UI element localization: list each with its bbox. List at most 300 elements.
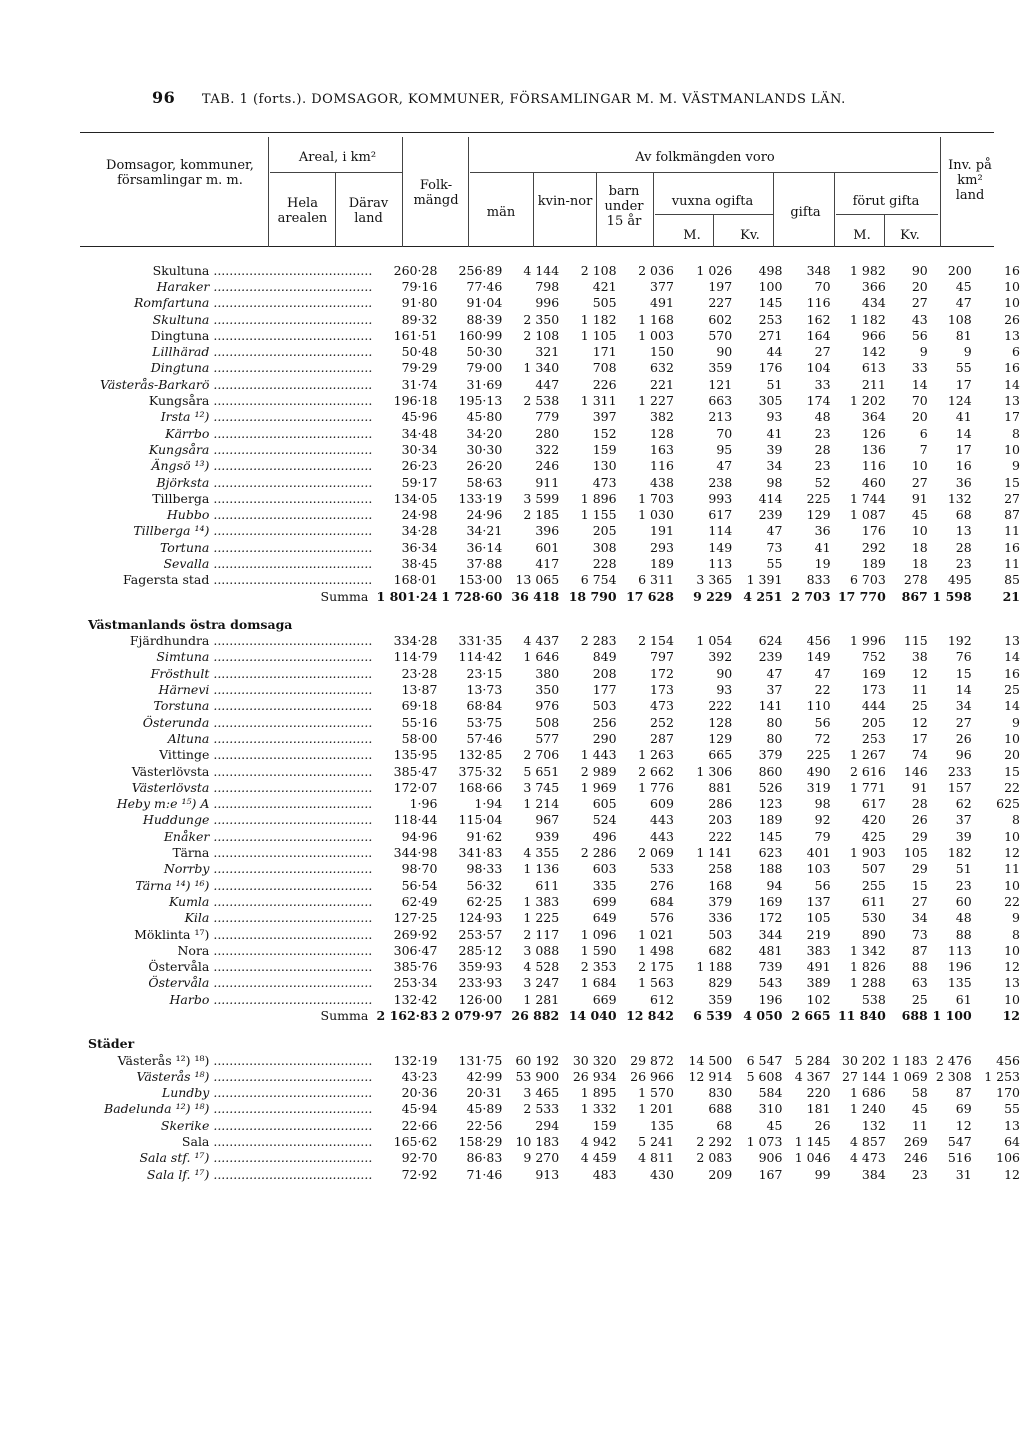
table-cell: 58·00 [401, 730, 438, 746]
table-cell: 103 [806, 861, 831, 877]
table-cell: 14 040 [568, 1008, 617, 1023]
col-head-folk: Folk-mängd [413, 178, 459, 208]
table-cell: 366 [861, 278, 886, 294]
row-label: Simtuna ........................................ [156, 649, 373, 665]
table-cell: 379 [758, 747, 783, 763]
table-cell: 447 [535, 376, 560, 392]
table-cell: 149 [806, 649, 831, 665]
table-cell: 8 [1012, 812, 1020, 828]
table-cell: 397 [592, 409, 617, 425]
table-cell: 2 353 [580, 959, 617, 975]
table-cell: 1 498 [638, 942, 674, 958]
table-cell: 90 [716, 665, 733, 681]
table-cell: 385·76 [393, 959, 438, 975]
table-cell: 56·32 [466, 877, 503, 893]
table-cell: 95 [716, 441, 733, 457]
table-cell: 27 [911, 474, 928, 490]
table-cell: 30·34 [401, 441, 438, 457]
table-cell: 12 [1004, 1166, 1020, 1182]
table-cell: 128 [650, 425, 674, 441]
table-cell: 538 [861, 991, 886, 1007]
table-cell: 213 [708, 409, 733, 425]
table-cell: 133·19 [458, 490, 503, 506]
table-cell: 221 [650, 376, 674, 392]
table-cell: 15 [1004, 474, 1020, 490]
table-cell: 1 227 [638, 393, 674, 409]
table-cell: 292 [861, 539, 886, 555]
row-label: Tillberga ¹⁴) ........................................ [133, 523, 373, 539]
table-cell: 286 [708, 796, 733, 812]
table-cell: 456 [806, 633, 831, 649]
table-cell: 401 [806, 845, 831, 861]
table-cell: 498 [758, 262, 783, 278]
row-label: Vittinge ........................................ [159, 747, 373, 763]
table-cell: 1 182 [580, 311, 617, 327]
table-cell: 2 154 [638, 633, 674, 649]
row-label: Kila ........................................ [184, 910, 373, 926]
table-cell: 336 [708, 910, 733, 926]
table-cell: 10 [1004, 991, 1020, 1007]
table-cell: 47 [716, 458, 733, 474]
table-cell: 197 [708, 278, 733, 294]
table-cell: 2 108 [580, 262, 617, 278]
table-cell: 12 [911, 714, 928, 730]
table-cell: 158·29 [458, 1134, 503, 1150]
row-label: Sala ........................................ [181, 1134, 373, 1150]
table-cell: 252 [650, 714, 674, 730]
table-cell: 602 [708, 311, 733, 327]
table-cell: 56 [911, 327, 928, 343]
table-cell: 52 [814, 474, 831, 490]
table-cell: 1 306 [696, 763, 733, 779]
table-cell: 2 350 [523, 311, 560, 327]
table-cell: 505 [592, 295, 617, 311]
table-cell: 570 [708, 327, 733, 343]
table-cell: 189 [758, 812, 783, 828]
table-cell: 383 [806, 942, 831, 958]
table-cell: 5 651 [523, 763, 560, 779]
table-cell: 483 [592, 1166, 617, 1182]
table-cell: 2 662 [638, 763, 674, 779]
table-row [80, 295, 1024, 311]
table-cell: 359 [708, 991, 733, 1007]
table-cell: 1 646 [523, 649, 560, 665]
table-cell: 68 [955, 507, 972, 523]
table-cell: 830 [708, 1085, 733, 1101]
table-cell: 90 [911, 262, 928, 278]
row-label: Torstuna ........................................ [153, 698, 373, 714]
table-cell: 613 [861, 360, 886, 376]
table-cell: 132·85 [458, 747, 503, 763]
table-cell: 50·48 [401, 344, 438, 360]
table-cell: 4 459 [580, 1150, 617, 1166]
table-cell: 1 188 [696, 959, 733, 975]
table-cell: 4 144 [523, 262, 560, 278]
table-cell: 533 [650, 861, 674, 877]
table-cell: 42·99 [466, 1068, 503, 1084]
table-cell: 246 [903, 1150, 928, 1166]
table-cell: 2 665 [791, 1008, 831, 1023]
table-row [80, 490, 1024, 506]
table-cell: 14 [1004, 698, 1020, 714]
table-cell: 495 [947, 572, 972, 588]
table-cell: 1 826 [849, 959, 886, 975]
table-cell: 105 [903, 845, 928, 861]
table-cell: 350 [535, 682, 560, 698]
table-cell: 611 [861, 893, 886, 909]
col-head-inv: Inv. på km² land [948, 158, 992, 203]
table-cell: 9 [919, 344, 928, 360]
section-heading-row [80, 1036, 1024, 1052]
table-cell: 375·32 [458, 763, 503, 779]
table-cell: 4 942 [580, 1134, 617, 1150]
row-label: Enåker ........................................ [163, 828, 373, 844]
table-cell: 26·23 [401, 458, 438, 474]
table-row [80, 1166, 1024, 1182]
table-row [80, 665, 1024, 681]
table-cell: 91 [911, 779, 928, 795]
table-cell: 188 [758, 861, 783, 877]
table-cell: 39 [955, 828, 972, 844]
table-cell: 219 [806, 926, 831, 942]
table-cell: 444 [861, 698, 886, 714]
table-cell: 271 [758, 327, 783, 343]
table-cell: 94·96 [401, 828, 438, 844]
table-cell: 649 [592, 910, 617, 926]
table-cell: 434 [861, 295, 886, 311]
table-cell: 176 [758, 360, 783, 376]
rule-av [470, 172, 938, 173]
table-cell: 993 [708, 490, 733, 506]
table-cell: 71·46 [466, 1166, 503, 1182]
table-cell: 11 [911, 1117, 928, 1133]
table-cell: 14 [1004, 376, 1020, 392]
table-cell: 359·93 [458, 959, 503, 975]
table-cell: 293 [650, 539, 674, 555]
table-cell: 26 882 [511, 1008, 560, 1023]
table-cell: 13 [1004, 327, 1020, 343]
row-label: Huddunge ........................................ [142, 812, 373, 828]
table-cell: 6 547 [746, 1052, 783, 1068]
table-row [80, 1133, 1024, 1149]
table-cell: 233·93 [458, 975, 503, 991]
table-cell: 105 [806, 910, 831, 926]
table-cell: 93 [716, 682, 733, 698]
table-row [80, 262, 1024, 278]
table-cell: 1 383 [523, 893, 560, 909]
table-cell: 176 [861, 523, 886, 539]
table-cell: 18 [911, 555, 928, 571]
table-cell: 28 [814, 441, 831, 457]
table-cell: 87 [911, 942, 928, 958]
table-cell: 47 [955, 295, 972, 311]
table-row [80, 311, 1024, 327]
table-cell: 130 [592, 458, 617, 474]
table-cell: 55·16 [401, 714, 438, 730]
table-cell: 1 253 [984, 1068, 1020, 1084]
table-cell: 33 [911, 360, 928, 376]
table-row [80, 376, 1024, 392]
table-cell: 344 [758, 926, 783, 942]
table-cell: 1 105 [580, 327, 617, 343]
table-cell: 55 [1004, 1101, 1020, 1117]
table-cell: 665 [708, 747, 733, 763]
table-row [80, 523, 1024, 539]
table-cell: 12 [1004, 845, 1020, 861]
table-row [80, 1007, 1024, 1023]
table-cell: 1 896 [580, 490, 617, 506]
table-cell: 269 [903, 1134, 928, 1150]
table-cell: 625 [996, 796, 1020, 812]
table-cell: 20 [911, 409, 928, 425]
table-cell: 669 [592, 991, 617, 1007]
table-cell: 59·17 [401, 474, 438, 490]
table-cell: 322 [535, 441, 560, 457]
table-cell: 91·80 [401, 295, 438, 311]
table-cell: 159 [592, 441, 617, 457]
table-row [80, 327, 1024, 343]
table-cell: 1 030 [638, 507, 674, 523]
table-cell: 829 [708, 975, 733, 991]
table-cell: 98·70 [401, 861, 438, 877]
table-cell: 4 367 [794, 1068, 831, 1084]
table-cell: 22 [814, 682, 831, 698]
table-cell: 253·57 [458, 926, 503, 942]
row-label: Kärrbo ........................................ [165, 425, 373, 441]
table-cell: 2 533 [523, 1101, 560, 1117]
header-vline [834, 172, 835, 247]
table-cell: 507 [861, 861, 886, 877]
table-cell: 10 [1004, 942, 1020, 958]
table-cell: 577 [535, 730, 560, 746]
header-vline [335, 172, 336, 247]
table-cell: 663 [708, 393, 733, 409]
header-vline [596, 172, 597, 247]
table-row [80, 1150, 1024, 1166]
table-cell: 966 [861, 327, 886, 343]
row-label: Kungsåra ........................................ [148, 393, 373, 409]
table-cell: 308 [592, 539, 617, 555]
table-cell: 491 [806, 959, 831, 975]
table-cell: 45·96 [401, 409, 438, 425]
table-cell: 11 [911, 682, 928, 698]
table-cell: 967 [535, 812, 560, 828]
table-cell: 13 065 [515, 572, 560, 588]
table-row [80, 506, 1024, 522]
table-cell: 15 [911, 877, 928, 893]
table-cell: 162 [806, 311, 831, 327]
table-cell: 294 [535, 1117, 560, 1133]
table-cell: 79 [814, 828, 831, 844]
table-cell: 20·36 [401, 1085, 438, 1101]
row-label: Norrby ........................................ [163, 861, 373, 877]
table-cell: 38 [911, 649, 928, 665]
table-cell: 79·29 [401, 360, 438, 376]
header-vline [653, 172, 654, 247]
data-table [80, 262, 1024, 1182]
table-cell: 38·45 [401, 555, 438, 571]
table-cell: 31·74 [401, 376, 438, 392]
table-cell: 1 332 [580, 1101, 617, 1117]
table-cell: 196 [758, 991, 783, 1007]
table-cell: 91·62 [466, 828, 503, 844]
row-label: Östervåla ........................................ [148, 975, 373, 991]
row-label: Östervåla ........................................ [148, 959, 373, 975]
table-cell: 996 [535, 295, 560, 311]
table-cell: 34·21 [466, 523, 503, 539]
table-cell: 269·92 [393, 926, 438, 942]
row-label: Fjärdhundra ........................................ [129, 633, 373, 649]
table-row [80, 1052, 1024, 1068]
row-label: Skultuna ........................................ [152, 311, 373, 327]
table-cell: 1 183 [891, 1052, 928, 1068]
table-cell: 12 [911, 665, 928, 681]
table-cell: 102 [806, 991, 831, 1007]
table-cell: 116 [650, 458, 674, 474]
table-cell: 118·44 [393, 812, 438, 828]
table-cell: 335 [592, 877, 617, 893]
table-cell: 108 [947, 311, 972, 327]
table-cell: 798 [535, 278, 560, 294]
table-cell: 55 [766, 555, 783, 571]
table-cell: 1 311 [580, 393, 617, 409]
table-cell: 15 [1004, 763, 1020, 779]
table-cell: 93 [766, 409, 783, 425]
row-label: Tärna ........................................ [172, 845, 373, 861]
table-row [80, 1068, 1024, 1084]
table-row [80, 681, 1024, 697]
col-head-darav: Därav land [348, 196, 389, 226]
table-cell: 60 192 [515, 1052, 560, 1068]
table-cell: 24·96 [466, 507, 503, 523]
table-cell: 239 [758, 649, 783, 665]
table-cell: 45·94 [401, 1101, 438, 1117]
table-cell: 135 [947, 975, 972, 991]
table-cell: 2 036 [638, 262, 674, 278]
table-cell: 2 476 [935, 1052, 972, 1068]
table-cell: 10 [1004, 877, 1020, 893]
table-cell: 939 [535, 828, 560, 844]
table-cell: 913 [535, 1166, 560, 1182]
table-cell: 98 [766, 474, 783, 490]
header-bottom-rule [80, 246, 994, 247]
table-cell: 396 [535, 523, 560, 539]
table-cell: 110 [806, 698, 831, 714]
row-label: Skultuna ........................................ [152, 262, 373, 278]
table-cell: 44 [766, 344, 783, 360]
table-cell: 1 069 [891, 1068, 928, 1084]
table-cell: 443 [650, 812, 674, 828]
table-cell: 246 [535, 458, 560, 474]
table-cell: 43 [911, 311, 928, 327]
table-cell: 132·19 [393, 1052, 438, 1068]
table-cell: 124·93 [458, 910, 503, 926]
table-cell: 69·18 [401, 698, 438, 714]
table-cell: 1 182 [849, 311, 886, 327]
table-cell: 611 [535, 877, 560, 893]
table-cell: 87 [955, 1085, 972, 1101]
table-cell: 10 [1004, 441, 1020, 457]
table-cell: 18 [911, 539, 928, 555]
table-cell: 6 [919, 425, 928, 441]
table-cell: 68 [716, 1117, 733, 1133]
table-cell: 88 [955, 926, 972, 942]
table-cell: 384 [861, 1166, 886, 1182]
table-cell: 1 728·60 [441, 588, 503, 604]
table-row [80, 991, 1024, 1007]
table-cell: 1 686 [849, 1085, 886, 1101]
table-cell: 5 608 [746, 1068, 783, 1084]
table-cell: 473 [592, 474, 617, 490]
page-title: TAB. 1 (forts.). DOMSAGOR, KOMMUNER, FÖRSAMLINGAR M. M. VÄSTMANLANDS LÄN. [201, 92, 846, 107]
header-vline [402, 137, 403, 247]
table-cell: 74 [911, 747, 928, 763]
table-cell: 6 [1012, 344, 1020, 360]
rule-vuxna [655, 214, 773, 215]
table-cell: 27 [955, 714, 972, 730]
table-cell: 153·00 [458, 572, 503, 588]
table-cell: 90 [716, 344, 733, 360]
row-label: Tillberga ........................................ [152, 490, 373, 506]
table-cell: 543 [758, 975, 783, 991]
table-cell: 860 [758, 763, 783, 779]
table-cell: 688 [901, 1008, 928, 1023]
table-cell: 114 [708, 523, 733, 539]
table-cell: 76 [955, 649, 972, 665]
table-cell: 319 [806, 779, 831, 795]
table-cell: 11 [1004, 555, 1020, 571]
table-cell: 10 [1004, 295, 1020, 311]
table-cell: 88·39 [466, 311, 503, 327]
row-label: Romfartuna ........................................ [133, 295, 373, 311]
table-cell: 34·48 [401, 425, 438, 441]
table-row [80, 555, 1024, 571]
header-vline [884, 214, 885, 247]
table-cell: 17 [955, 441, 972, 457]
row-label: Västerås ¹²) ¹⁸) ........................................ [117, 1052, 373, 1068]
table-cell: 624 [758, 633, 783, 649]
col-head-forut: förut gifta [852, 194, 920, 209]
table-cell: 27 144 [842, 1068, 886, 1084]
table-cell: 121 [708, 376, 733, 392]
table-cell: 17 [911, 730, 928, 746]
table-cell: 425 [861, 828, 886, 844]
table-cell: 6 754 [580, 572, 617, 588]
table-cell: 16 [1004, 360, 1020, 376]
table-cell: 1 054 [696, 633, 733, 649]
table-cell: 132 [861, 1117, 886, 1133]
table-cell: 2 108 [523, 327, 560, 343]
table-cell: 36 418 [511, 588, 560, 604]
table-cell: 5 284 [794, 1052, 831, 1068]
table-cell: 39 [766, 441, 783, 457]
table-cell: 31·69 [466, 376, 503, 392]
table-cell: 23·28 [401, 665, 438, 681]
table-cell: 278 [903, 572, 928, 588]
section-heading: Västmanlands östra domsaga [88, 616, 293, 632]
table-row [80, 828, 1024, 844]
table-cell: 1 570 [638, 1085, 674, 1101]
table-cell: 222 [708, 828, 733, 844]
table-cell: 2 083 [696, 1150, 733, 1166]
table-row [80, 796, 1024, 812]
table-row [80, 714, 1024, 730]
table-cell: 1 136 [523, 861, 560, 877]
table-cell: 6 539 [693, 1008, 733, 1023]
row-label: Österunda ........................................ [142, 714, 373, 730]
table-cell: 23 [814, 425, 831, 441]
table-cell: 62·25 [466, 893, 503, 909]
